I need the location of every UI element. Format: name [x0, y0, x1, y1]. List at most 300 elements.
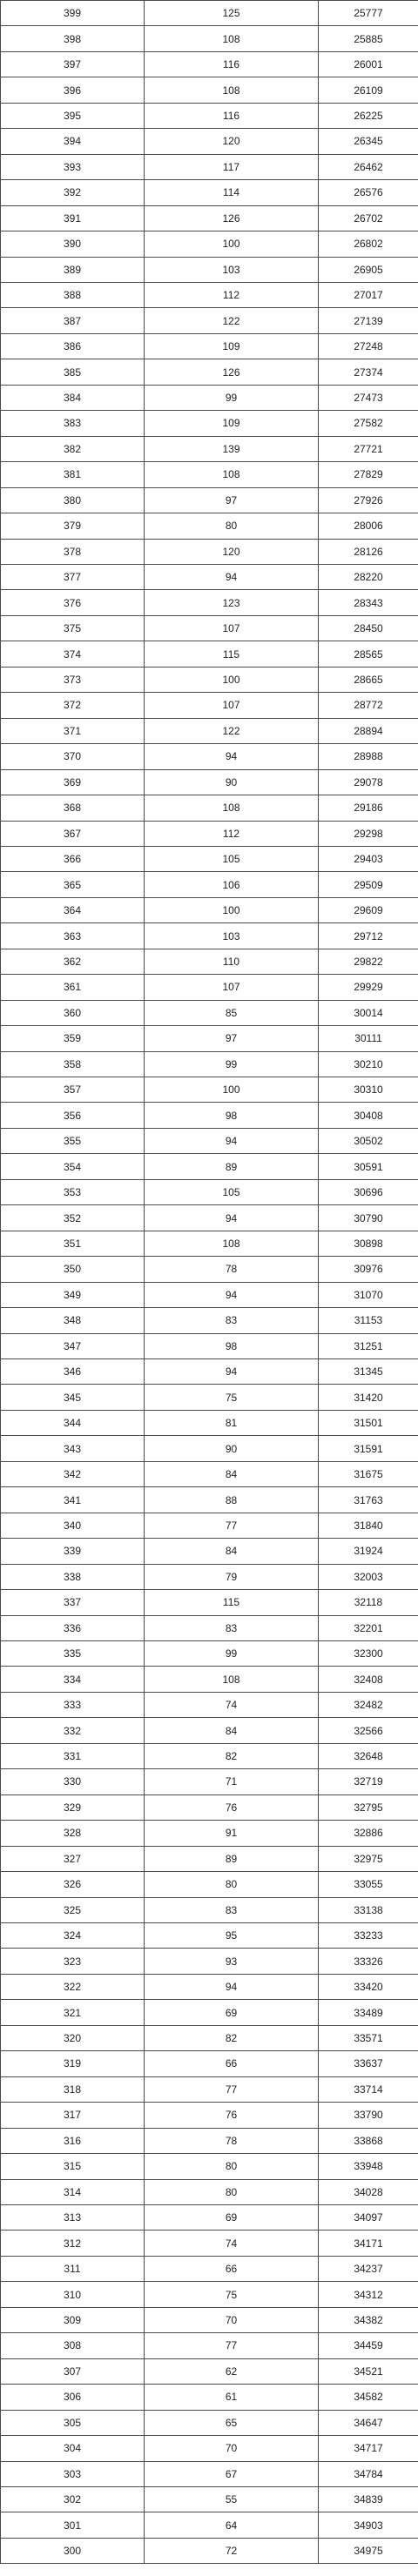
table-row	[1, 2486, 418, 2512]
score-cell: 351	[1, 1231, 145, 1256]
score-cell: 388	[1, 282, 145, 307]
table-row	[1, 231, 418, 257]
cumulative-cell: 33571	[319, 2025, 418, 2050]
table-row	[1, 2333, 418, 2358]
table-row	[1, 718, 418, 743]
count-cell: 83	[145, 1615, 319, 1640]
cumulative-cell: 31251	[319, 1333, 418, 1358]
table-row	[1, 564, 418, 589]
score-cell: 309	[1, 2307, 145, 2332]
score-cell: 364	[1, 897, 145, 922]
cumulative-cell: 30790	[319, 1205, 418, 1231]
count-cell: 109	[145, 411, 319, 436]
cumulative-cell: 27374	[319, 359, 418, 385]
count-cell: 100	[145, 1077, 319, 1103]
cumulative-cell: 30696	[319, 1179, 418, 1204]
table-row	[1, 1282, 418, 1307]
table-row	[1, 205, 418, 231]
count-cell: 117	[145, 154, 319, 179]
cumulative-cell: 26225	[319, 103, 418, 128]
count-cell: 109	[145, 333, 319, 359]
score-cell: 385	[1, 359, 145, 385]
table-row	[1, 1615, 418, 1640]
count-cell: 126	[145, 205, 319, 231]
cumulative-cell: 30591	[319, 1154, 418, 1179]
count-cell: 106	[145, 872, 319, 897]
score-cell: 304	[1, 2436, 145, 2461]
cumulative-cell: 28220	[319, 564, 418, 589]
count-cell: 98	[145, 1103, 319, 1128]
table-row	[1, 1769, 418, 1794]
cumulative-cell: 32118	[319, 1590, 418, 1615]
table-row	[1, 2512, 418, 2538]
cumulative-cell: 27017	[319, 282, 418, 307]
cumulative-cell: 29186	[319, 795, 418, 821]
cumulative-cell: 26576	[319, 180, 418, 205]
score-cell: 332	[1, 1718, 145, 1743]
cumulative-cell: 29078	[319, 769, 418, 795]
score-cell: 393	[1, 154, 145, 179]
table-row	[1, 385, 418, 410]
count-cell: 78	[145, 1257, 319, 1282]
cumulative-cell: 34237	[319, 2256, 418, 2281]
count-cell: 81	[145, 1410, 319, 1435]
cumulative-cell: 33948	[319, 2154, 418, 2179]
count-cell: 66	[145, 2051, 319, 2076]
cumulative-cell: 32975	[319, 1846, 418, 1871]
cumulative-cell: 33868	[319, 2128, 418, 2153]
score-cell: 342	[1, 1461, 145, 1486]
table-row	[1, 1641, 418, 1667]
cumulative-cell: 29822	[319, 949, 418, 974]
count-cell: 77	[145, 2333, 319, 2358]
table-row	[1, 897, 418, 922]
score-cell: 369	[1, 769, 145, 795]
score-cell: 322	[1, 1974, 145, 1999]
count-cell: 108	[145, 26, 319, 51]
table-row	[1, 923, 418, 949]
score-cell: 390	[1, 231, 145, 257]
table-row	[1, 2000, 418, 2025]
count-cell: 61	[145, 2385, 319, 2410]
count-cell: 115	[145, 1590, 319, 1615]
score-cell: 396	[1, 77, 145, 103]
count-cell: 99	[145, 385, 319, 410]
table-row	[1, 1846, 418, 1871]
cumulative-cell: 32886	[319, 1821, 418, 1846]
cumulative-cell: 33055	[319, 1872, 418, 1897]
score-cell: 376	[1, 590, 145, 615]
score-cell: 375	[1, 615, 145, 641]
score-cell: 345	[1, 1385, 145, 1410]
table-row	[1, 1103, 418, 1128]
cumulative-cell: 31924	[319, 1539, 418, 1564]
cumulative-cell: 29712	[319, 923, 418, 949]
count-cell: 64	[145, 2512, 319, 2538]
count-cell: 98	[145, 1333, 319, 1358]
count-cell: 84	[145, 1718, 319, 1743]
cumulative-cell: 34459	[319, 2333, 418, 2358]
table-row	[1, 1026, 418, 1051]
table-row	[1, 2154, 418, 2179]
count-cell: 74	[145, 2231, 319, 2256]
table-row	[1, 77, 418, 103]
table-row	[1, 744, 418, 769]
cumulative-cell: 26802	[319, 231, 418, 257]
score-cell: 319	[1, 2051, 145, 2076]
cumulative-cell: 27473	[319, 385, 418, 410]
table-row	[1, 1974, 418, 1999]
cumulative-cell: 33420	[319, 1974, 418, 1999]
table-row	[1, 975, 418, 1000]
table-row	[1, 2282, 418, 2307]
table-row	[1, 1872, 418, 1897]
score-cell: 321	[1, 2000, 145, 2025]
count-cell: 79	[145, 1564, 319, 1589]
table-row	[1, 2204, 418, 2230]
table-row	[1, 949, 418, 974]
table-row	[1, 1359, 418, 1385]
score-cell: 384	[1, 385, 145, 410]
score-cell: 302	[1, 2486, 145, 2512]
table-row	[1, 1051, 418, 1077]
score-cell: 382	[1, 436, 145, 461]
table-row	[1, 1154, 418, 1179]
table-row	[1, 1539, 418, 1564]
table-row	[1, 795, 418, 821]
table-row	[1, 2179, 418, 2204]
count-cell: 97	[145, 487, 319, 513]
count-cell: 110	[145, 949, 319, 974]
table-row	[1, 2231, 418, 2256]
count-cell: 69	[145, 2000, 319, 2025]
count-cell: 108	[145, 77, 319, 103]
cumulative-cell: 30408	[319, 1103, 418, 1128]
count-cell: 55	[145, 2486, 319, 2512]
cumulative-cell: 32795	[319, 1794, 418, 1820]
score-cell: 394	[1, 129, 145, 154]
score-cell: 334	[1, 1667, 145, 1692]
score-cell: 350	[1, 1257, 145, 1282]
score-cell: 392	[1, 180, 145, 205]
cumulative-cell: 32201	[319, 1615, 418, 1640]
table-row	[1, 1205, 418, 1231]
cumulative-cell: 34171	[319, 2231, 418, 2256]
cumulative-cell: 26109	[319, 77, 418, 103]
count-cell: 94	[145, 744, 319, 769]
count-cell: 77	[145, 2076, 319, 2102]
score-table-body	[1, 1, 418, 2564]
cumulative-cell: 33233	[319, 1922, 418, 1948]
score-cell: 373	[1, 667, 145, 692]
score-cell: 399	[1, 1, 145, 26]
cumulative-cell: 30898	[319, 1231, 418, 1256]
count-cell: 70	[145, 2436, 319, 2461]
score-cell: 378	[1, 539, 145, 564]
score-cell: 356	[1, 1103, 145, 1128]
score-cell: 372	[1, 693, 145, 718]
score-cell: 305	[1, 2410, 145, 2435]
count-cell: 89	[145, 1154, 319, 1179]
table-row	[1, 1077, 418, 1103]
cumulative-cell: 30210	[319, 1051, 418, 1077]
count-cell: 115	[145, 641, 319, 667]
score-cell: 370	[1, 744, 145, 769]
cumulative-cell: 27582	[319, 411, 418, 436]
table-row	[1, 2051, 418, 2076]
cumulative-cell: 31675	[319, 1461, 418, 1486]
table-row	[1, 1231, 418, 1256]
score-cell: 337	[1, 1590, 145, 1615]
score-cell: 377	[1, 564, 145, 589]
score-cell: 398	[1, 26, 145, 51]
score-cell: 323	[1, 1949, 145, 1974]
cumulative-cell: 28665	[319, 667, 418, 692]
cumulative-cell: 28772	[319, 693, 418, 718]
cumulative-cell: 32719	[319, 1769, 418, 1794]
count-cell: 69	[145, 2204, 319, 2230]
cumulative-cell: 34975	[319, 2538, 418, 2563]
cumulative-cell: 32482	[319, 1692, 418, 1717]
score-cell: 357	[1, 1077, 145, 1103]
count-cell: 116	[145, 51, 319, 77]
cumulative-cell: 25885	[319, 26, 418, 51]
table-row	[1, 846, 418, 871]
score-cell: 314	[1, 2179, 145, 2204]
count-cell: 83	[145, 1308, 319, 1333]
cumulative-cell: 34582	[319, 2385, 418, 2410]
score-cell: 360	[1, 1000, 145, 1025]
cumulative-cell: 29929	[319, 975, 418, 1000]
table-row	[1, 769, 418, 795]
count-cell: 77	[145, 1513, 319, 1538]
score-cell: 333	[1, 1692, 145, 1717]
cumulative-cell: 33138	[319, 1897, 418, 1922]
score-cell: 362	[1, 949, 145, 974]
score-cell: 359	[1, 1026, 145, 1051]
count-cell: 74	[145, 1692, 319, 1717]
table-row	[1, 1922, 418, 1948]
cumulative-cell: 27829	[319, 462, 418, 487]
count-cell: 114	[145, 180, 319, 205]
count-cell: 126	[145, 359, 319, 385]
table-row	[1, 2256, 418, 2281]
score-cell: 312	[1, 2231, 145, 2256]
count-cell: 112	[145, 282, 319, 307]
table-row	[1, 129, 418, 154]
table-row	[1, 2307, 418, 2332]
score-cell: 331	[1, 1743, 145, 1768]
table-row	[1, 1743, 418, 1768]
table-row	[1, 513, 418, 539]
score-cell: 361	[1, 975, 145, 1000]
cumulative-cell: 28343	[319, 590, 418, 615]
score-cell: 336	[1, 1615, 145, 1640]
count-cell: 120	[145, 129, 319, 154]
table-row	[1, 2385, 418, 2410]
score-cell: 374	[1, 641, 145, 667]
table-row	[1, 1821, 418, 1846]
score-cell: 395	[1, 103, 145, 128]
count-cell: 75	[145, 2282, 319, 2307]
cumulative-cell: 27139	[319, 308, 418, 333]
score-cell: 344	[1, 1410, 145, 1435]
table-row	[1, 1513, 418, 1538]
score-cell: 380	[1, 487, 145, 513]
cumulative-cell: 34312	[319, 2282, 418, 2307]
cumulative-cell: 28006	[319, 513, 418, 539]
count-cell: 116	[145, 103, 319, 128]
count-cell: 112	[145, 821, 319, 846]
count-cell: 108	[145, 462, 319, 487]
score-cell: 366	[1, 846, 145, 871]
count-cell: 108	[145, 1231, 319, 1256]
count-cell: 99	[145, 1641, 319, 1667]
cumulative-cell: 32408	[319, 1667, 418, 1692]
count-cell: 94	[145, 564, 319, 589]
count-cell: 103	[145, 923, 319, 949]
count-cell: 91	[145, 1821, 319, 1846]
count-cell: 94	[145, 1282, 319, 1307]
count-cell: 80	[145, 2179, 319, 2204]
cumulative-cell: 26702	[319, 205, 418, 231]
table-row	[1, 257, 418, 282]
cumulative-cell: 28565	[319, 641, 418, 667]
count-cell: 99	[145, 1051, 319, 1077]
score-cell: 379	[1, 513, 145, 539]
cumulative-cell: 26462	[319, 154, 418, 179]
table-row	[1, 282, 418, 307]
score-cell: 301	[1, 2512, 145, 2538]
count-cell: 94	[145, 1974, 319, 1999]
score-cell: 346	[1, 1359, 145, 1385]
score-cell: 387	[1, 308, 145, 333]
count-cell: 88	[145, 1487, 319, 1513]
count-cell: 107	[145, 615, 319, 641]
table-row	[1, 51, 418, 77]
cumulative-cell: 33637	[319, 2051, 418, 2076]
table-row	[1, 1461, 418, 1486]
cumulative-cell: 30310	[319, 1077, 418, 1103]
count-cell: 94	[145, 1128, 319, 1153]
count-cell: 139	[145, 436, 319, 461]
table-row	[1, 2410, 418, 2435]
score-cell: 371	[1, 718, 145, 743]
table-row	[1, 1949, 418, 1974]
count-cell: 80	[145, 2154, 319, 2179]
count-cell: 103	[145, 257, 319, 282]
score-cell: 316	[1, 2128, 145, 2153]
count-cell: 94	[145, 1359, 319, 1385]
cumulative-cell: 25777	[319, 1, 418, 26]
table-row	[1, 462, 418, 487]
score-cell: 320	[1, 2025, 145, 2050]
score-cell: 308	[1, 2333, 145, 2358]
score-cell: 343	[1, 1436, 145, 1461]
table-row	[1, 2103, 418, 2128]
cumulative-cell: 30502	[319, 1128, 418, 1153]
cumulative-cell: 27248	[319, 333, 418, 359]
table-row	[1, 436, 418, 461]
cumulative-cell: 26001	[319, 51, 418, 77]
table-row	[1, 667, 418, 692]
table-row	[1, 2128, 418, 2153]
count-cell: 71	[145, 1769, 319, 1794]
cumulative-cell: 28988	[319, 744, 418, 769]
cumulative-cell: 31501	[319, 1410, 418, 1435]
table-row	[1, 180, 418, 205]
count-cell: 108	[145, 1667, 319, 1692]
count-cell: 105	[145, 1179, 319, 1204]
table-row	[1, 1257, 418, 1282]
score-cell: 365	[1, 872, 145, 897]
cumulative-cell: 31153	[319, 1308, 418, 1333]
score-cell: 313	[1, 2204, 145, 2230]
count-cell: 108	[145, 795, 319, 821]
table-row	[1, 411, 418, 436]
count-cell: 62	[145, 2358, 319, 2384]
cumulative-cell: 27721	[319, 436, 418, 461]
score-cell: 391	[1, 205, 145, 231]
cumulative-cell: 33326	[319, 1949, 418, 1974]
score-cell: 324	[1, 1922, 145, 1948]
table-row	[1, 1128, 418, 1153]
table-row	[1, 103, 418, 128]
table-row	[1, 1, 418, 26]
score-cell: 318	[1, 2076, 145, 2102]
table-row	[1, 2076, 418, 2102]
score-cell: 335	[1, 1641, 145, 1667]
count-cell: 80	[145, 513, 319, 539]
table-row	[1, 2025, 418, 2050]
score-cell: 307	[1, 2358, 145, 2384]
cumulative-cell: 34028	[319, 2179, 418, 2204]
table-row	[1, 26, 418, 51]
table-row	[1, 2358, 418, 2384]
table-row	[1, 1487, 418, 1513]
score-cell: 315	[1, 2154, 145, 2179]
count-cell: 105	[145, 846, 319, 871]
score-cell: 328	[1, 1821, 145, 1846]
score-cell: 352	[1, 1205, 145, 1231]
score-cell: 386	[1, 333, 145, 359]
score-cell: 348	[1, 1308, 145, 1333]
table-row	[1, 1897, 418, 1922]
score-cell: 317	[1, 2103, 145, 2128]
count-cell: 85	[145, 1000, 319, 1025]
table-row	[1, 1385, 418, 1410]
cumulative-cell: 30014	[319, 1000, 418, 1025]
cumulative-cell: 32566	[319, 1718, 418, 1743]
cumulative-cell: 33714	[319, 2076, 418, 2102]
cumulative-cell: 34784	[319, 2461, 418, 2486]
cumulative-cell: 32648	[319, 1743, 418, 1768]
count-cell: 83	[145, 1897, 319, 1922]
score-cell: 355	[1, 1128, 145, 1153]
cumulative-cell: 31840	[319, 1513, 418, 1538]
count-cell: 93	[145, 1949, 319, 1974]
cumulative-cell: 34521	[319, 2358, 418, 2384]
score-cell: 368	[1, 795, 145, 821]
score-cell: 353	[1, 1179, 145, 1204]
score-cell: 383	[1, 411, 145, 436]
score-cell: 338	[1, 1564, 145, 1589]
cumulative-cell: 34839	[319, 2486, 418, 2512]
cumulative-cell: 33489	[319, 2000, 418, 2025]
table-row	[1, 1564, 418, 1589]
cumulative-cell: 29609	[319, 897, 418, 922]
score-cell: 367	[1, 821, 145, 846]
